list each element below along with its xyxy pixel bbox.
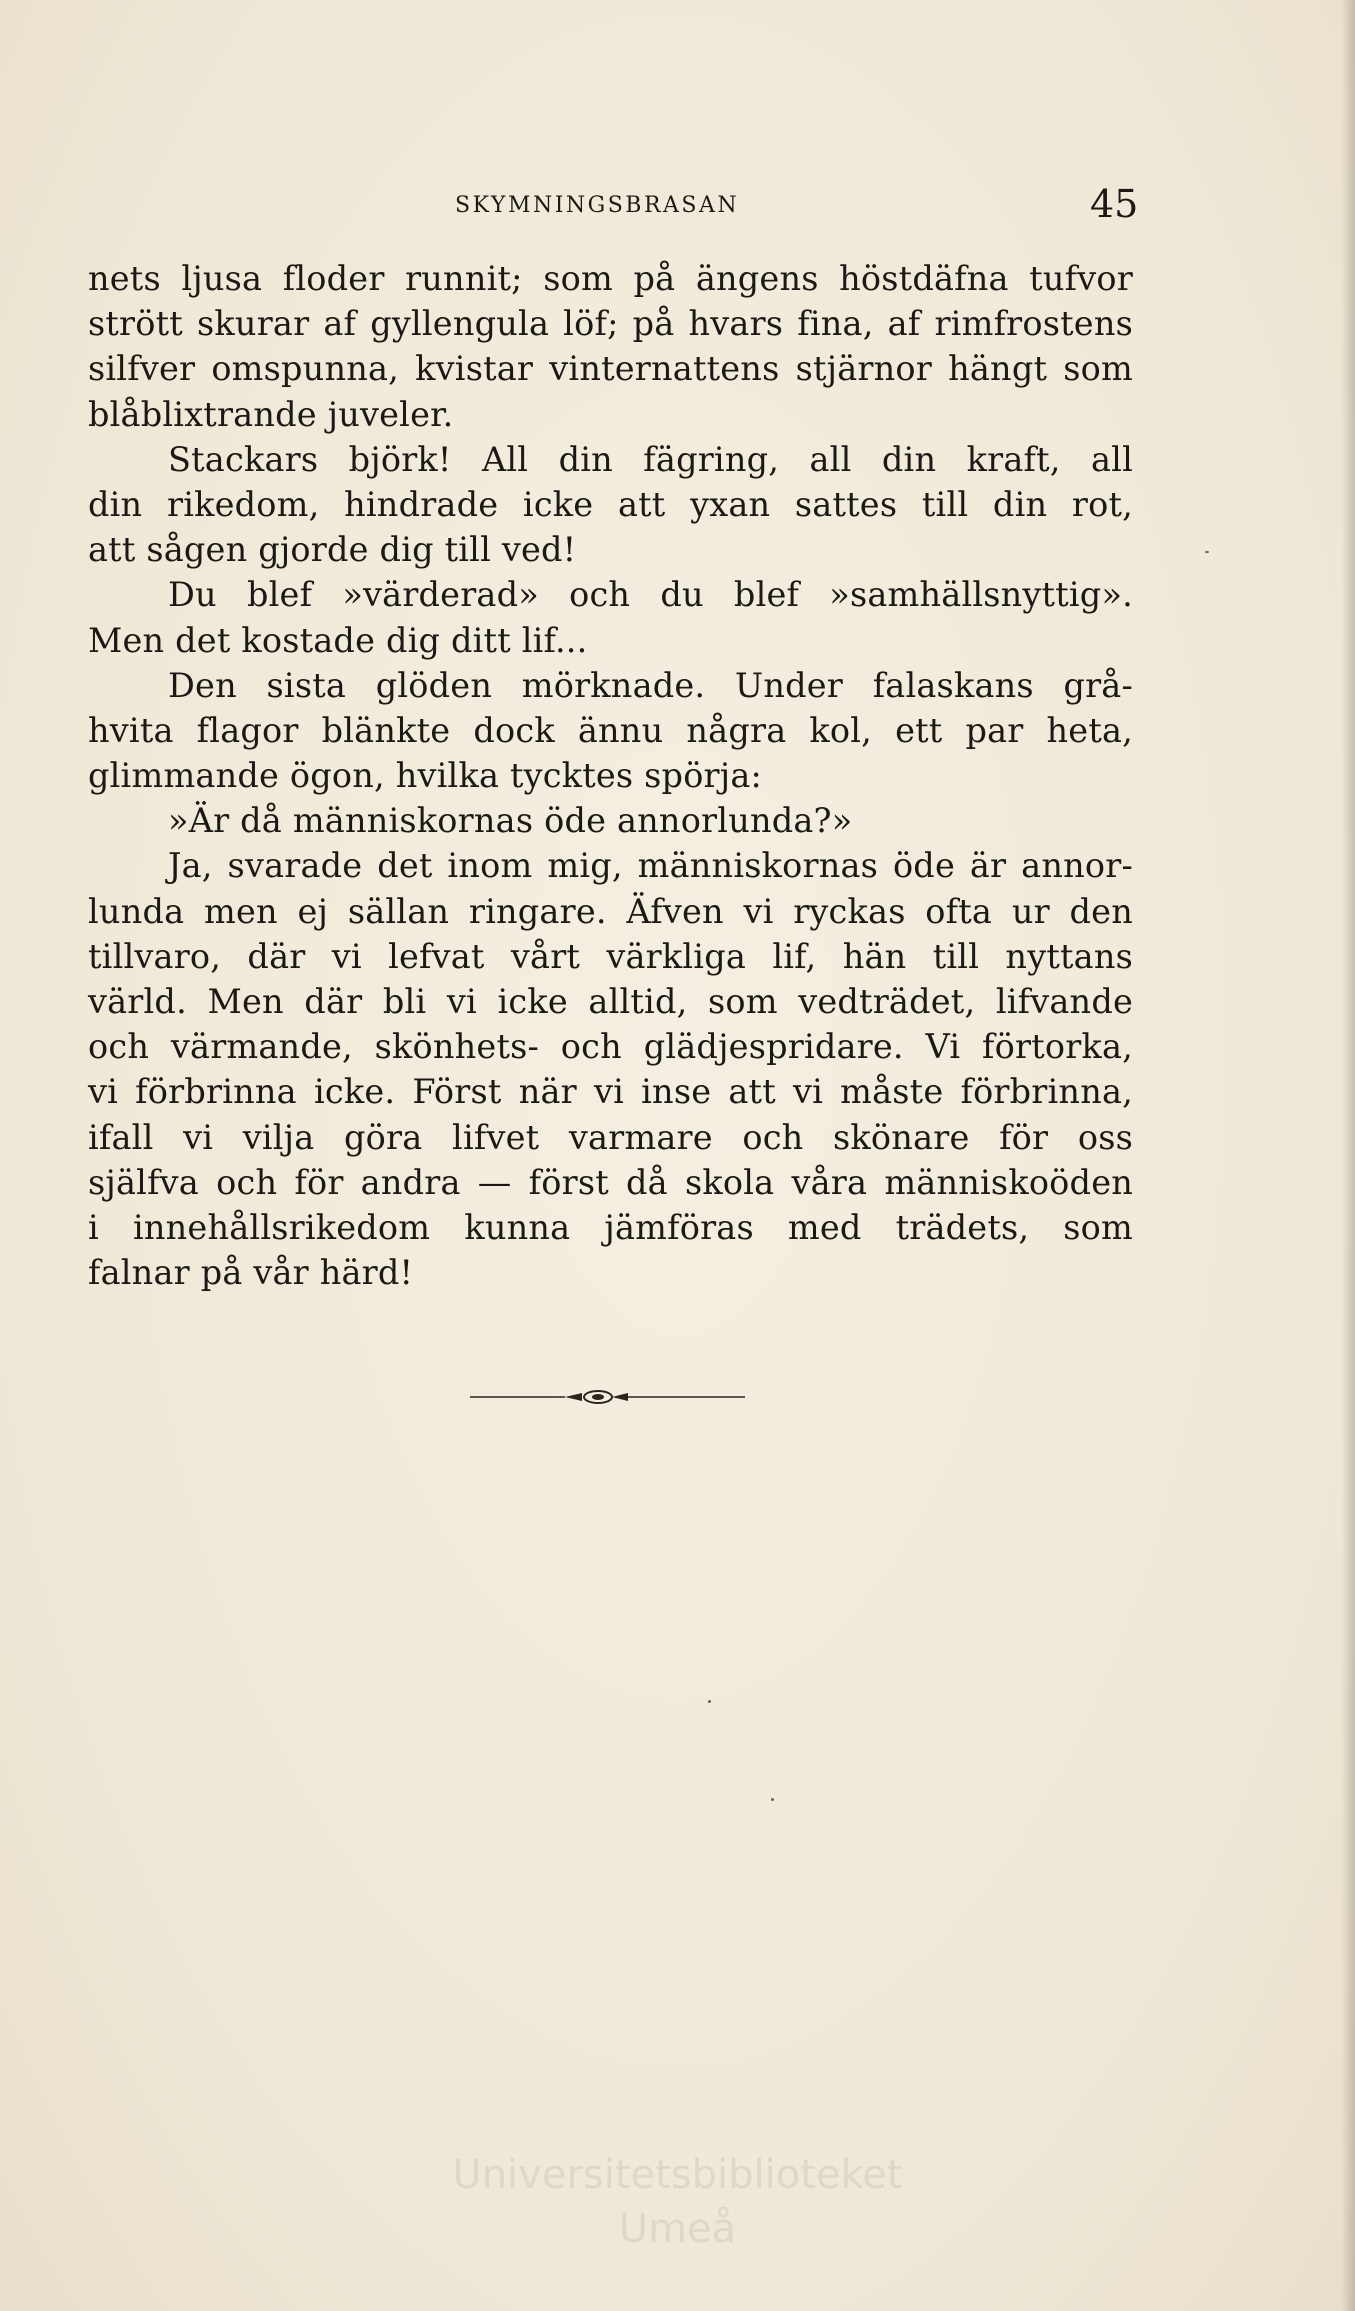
text-line: falnar på vår härd! [88, 1253, 414, 1293]
body-text [88, 256, 1133, 1295]
paper-speck [771, 1798, 774, 1801]
watermark-line-2: Umeå [618, 2206, 737, 2252]
text-line: att sågen gjorde dig till ved! [88, 530, 577, 570]
text-line: lunda men ej sällan ringare. Äfven vi ryckas ofta ur den [88, 891, 1133, 931]
running-head [0, 182, 1355, 226]
text-line: själfva och för andra — först då skola våra människoöden [88, 1162, 1133, 1202]
text-line: strött skurar af gyllengula löf; på hvars fina, af rimfrostens [88, 304, 1133, 344]
text-line: Ja, svarade det inom mig, människornas öde är annor- [168, 846, 1133, 886]
text-line: och värmande, skönhets- och glädjespridare. Vi förtorka, [88, 1027, 1133, 1067]
text-line: Men det kostade dig ditt lif... [88, 620, 588, 660]
text-line: »Är då människornas öde annorlunda?» [168, 801, 853, 841]
text-line: ifall vi vilja göra lifvet varmare och skönare för oss [88, 1117, 1133, 1157]
end-rule-ornament [470, 1382, 745, 1412]
running-title: SKYMNINGSBRASAN [455, 193, 740, 218]
text-line: hvita flagor blänkte dock ännu några kol, ett par heta, [88, 710, 1133, 750]
text-line: Stackars björk! All din fägring, all din kraft, all [168, 439, 1133, 479]
text-line: vi förbrinna icke. Först när vi inse att vi måste förbrinna, [88, 1072, 1133, 1112]
text-line: nets ljusa floder runnit; som på ängens höstdäfna tufvor [88, 259, 1133, 298]
page-number: 45 [1090, 182, 1139, 226]
text-line: silfver omspunna, kvistar vinternattens stjärnor hängt som [88, 349, 1133, 389]
text-line: i innehållsrikedom kunna jämföras med trädets, som [88, 1207, 1133, 1247]
paper-speck [1205, 551, 1209, 553]
library-watermark [0, 2148, 1355, 2256]
text-line: Den sista glöden mörknade. Under falaskans grå- [168, 665, 1133, 705]
page-edge-shadow [1341, 0, 1355, 2311]
text-line: tillvaro, där vi lefvat vårt värkliga lif, hän till nyttans [88, 936, 1133, 976]
text-line: Du blef »värderad» och du blef »samhällsnyttig». [168, 575, 1133, 615]
watermark-line-1: Universitetsbiblioteket [452, 2152, 903, 2198]
text-line: glimmande ögon, hvilka tycktes spörja: [88, 756, 763, 796]
text-line: värld. Men där bli vi icke alltid, som vedträdet, lifvande [88, 982, 1133, 1021]
text-line: blåblixtrande juveler. [88, 394, 454, 434]
paper-speck [708, 1700, 711, 1703]
text-line: din rikedom, hindrade icke att yxan sattes till din rot, [88, 484, 1133, 524]
